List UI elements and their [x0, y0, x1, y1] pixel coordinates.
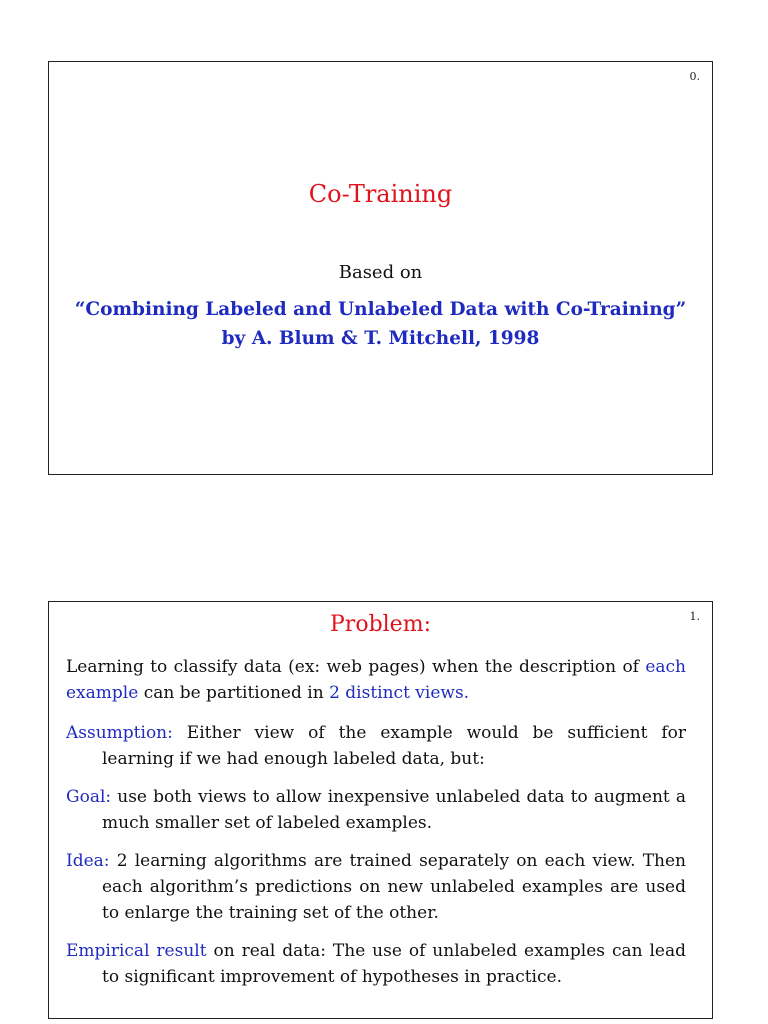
citation-title: “Combining Labeled and Unlabeled Data with Co-Training” [74, 299, 687, 320]
slide-1 [48, 601, 713, 1019]
item-goal [66, 784, 686, 836]
item-label: Assumption: [66, 723, 173, 743]
intro-paragraph [66, 654, 686, 706]
item-text: Either view of the example would be sufficient for learning if we had enough labeled data, but: [102, 723, 686, 769]
item-empirical-result [66, 938, 686, 990]
item-label: Idea: [66, 851, 110, 871]
slide-0-page-number: 0. [689, 70, 700, 83]
citation-authors: by A. Blum & T. Mitchell, 1998 [221, 328, 540, 349]
item-idea [66, 848, 686, 926]
item-text: 2 learning algorithms are trained separately on each view. Then each algorithm’s predictions on new unlabeled examples are used to enlarge the training set of the other. [102, 851, 686, 923]
problem-items [66, 720, 686, 1002]
intro-text-1: Learning to classify data (ex: web pages) when the description of [66, 657, 646, 677]
item-assumption [66, 720, 686, 772]
intro-highlight-each-example: each example [66, 657, 686, 703]
item-label: Empirical result [66, 941, 207, 961]
item-text: on real data: The use of unlabeled examples can lead to significant improvement of hypotheses in practice. [102, 941, 686, 987]
citation [49, 295, 712, 353]
slide-1-title: Problem: [330, 612, 431, 637]
slide-0 [48, 61, 713, 475]
based-on-label: Based on [338, 262, 423, 283]
slide-1-page-number: 1. [689, 610, 700, 623]
item-text: use both views to allow inexpensive unlabeled data to augment a much smaller set of labeled examples. [102, 787, 686, 833]
item-label: Goal: [66, 787, 112, 807]
slide-0-title: Co-Training [308, 180, 453, 208]
intro-text-2: can be partitioned in [138, 683, 330, 703]
intro-highlight-distinct-views: 2 distinct views. [329, 683, 470, 703]
